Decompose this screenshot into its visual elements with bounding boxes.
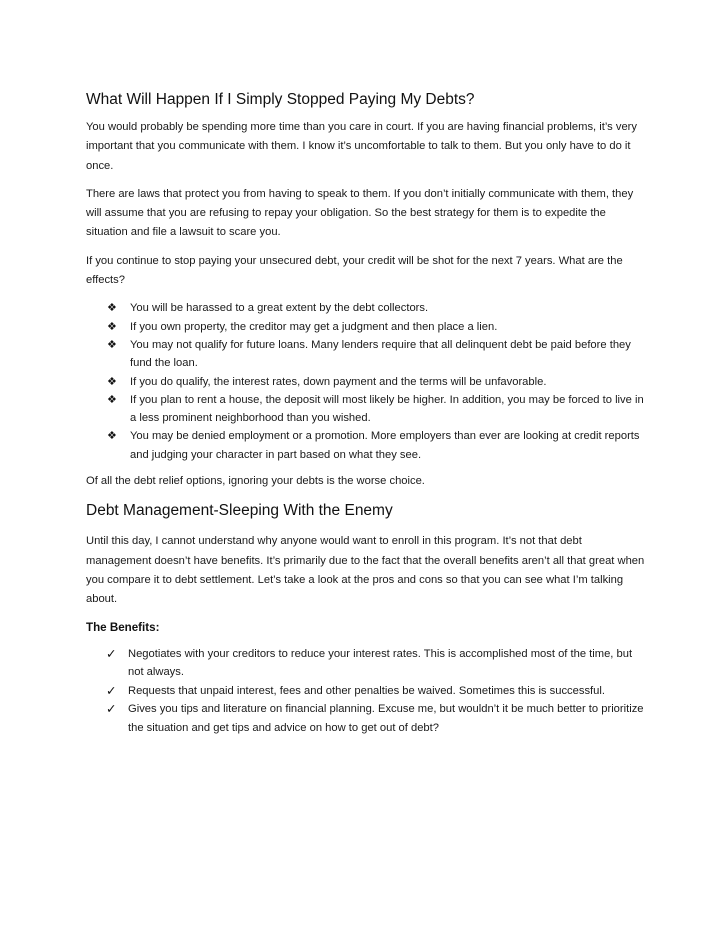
list-item [86,318,646,336]
paragraph-effects-intro: If you continue to stop paying your unsecured debt, your credit will be shot for the next 7 years. What are the effects? [86,254,623,287]
effects-list [86,299,646,464]
check-bullet-icon: ✓ [106,646,117,661]
list-item-text: Requests that unpaid interest, fees and other penalties be waived. Sometimes this is successful. [128,684,605,697]
list-item [86,645,646,682]
paragraph-conclusion: Of all the debt relief options, ignoring your debts is the worse choice. [86,475,425,488]
list-item [86,427,646,464]
check-bullet-icon: ✓ [106,683,117,698]
check-bullet-icon: ✓ [106,702,117,717]
paragraph-laws: There are laws that protect you from having to speak to them. If you don’t initially communicate with them, they will assume that you are refusing to repay your obligation. So the best strategy for them is to expedite the situation and file a lawsuit to scare you. [86,187,634,239]
list-item-text: You will be harassed to a great extent by the debt collectors. [130,302,429,315]
list-item-text: If you do qualify, the interest rates, down payment and the terms will be unfavorable. [130,375,547,388]
list-item-text: If you own property, the creditor may get a judgment and then place a lien. [130,320,498,333]
page-content [86,90,646,738]
list-item-text: Gives you tips and literature on financial planning. Excuse me, but wouldn’t it be much better to prioritize the situation and get tips and advice on how to get out of debt? [128,703,644,734]
benefits-heading: The Benefits: [86,620,160,634]
list-item-text: If you plan to rent a house, the deposit will most likely be higher. In addition, you may be forced to live in a less prominent neighborhood than you wished. [130,393,644,425]
list-item [86,336,646,373]
diamond-bullet-icon: ❖ [107,393,117,406]
list-item [86,299,646,317]
list-item-text: You may not qualify for future loans. Many lenders require that all delinquent debt be paid before they fund the loan. [130,338,631,370]
diamond-bullet-icon: ❖ [107,302,117,315]
list-item-text: Negotiates with your creditors to reduce your interest rates. This is accomplished most of the time, but not always. [128,647,633,679]
list-item [86,391,646,428]
diamond-bullet-icon: ❖ [107,338,117,351]
diamond-bullet-icon: ❖ [107,430,117,443]
section-title-debt-management: Debt Management-Sleeping With the Enemy [86,502,393,520]
paragraph-debt-management: Until this day, I cannot understand why anyone would want to enroll in this program. It’s not that debt management doesn’t have benefits. It’s primarily due to the fact that the overall benefits aren’t all that great when you compare it to debt settlement. Let’s take a look at the pros and cons so that you can see what I’m talking about. [86,535,645,606]
diamond-bullet-icon: ❖ [107,320,117,333]
list-item [86,700,646,737]
section-title-stopped-paying: What Will Happen If I Simply Stopped Paying My Debts? [86,91,475,108]
paragraph-court: You would probably be spending more time than you care in court. If you are having financial problems, it’s very important that you communicate with them. I know it’s uncomfortable to talk to them. But you only have to do it once. [86,121,637,172]
list-item [86,682,646,701]
list-item-text: You may be denied employment or a promotion. More employers than ever are looking at credit reports and judging your character in part based on what they see. [130,430,640,461]
benefits-list [86,645,646,738]
list-item [86,373,646,391]
diamond-bullet-icon: ❖ [107,375,117,388]
